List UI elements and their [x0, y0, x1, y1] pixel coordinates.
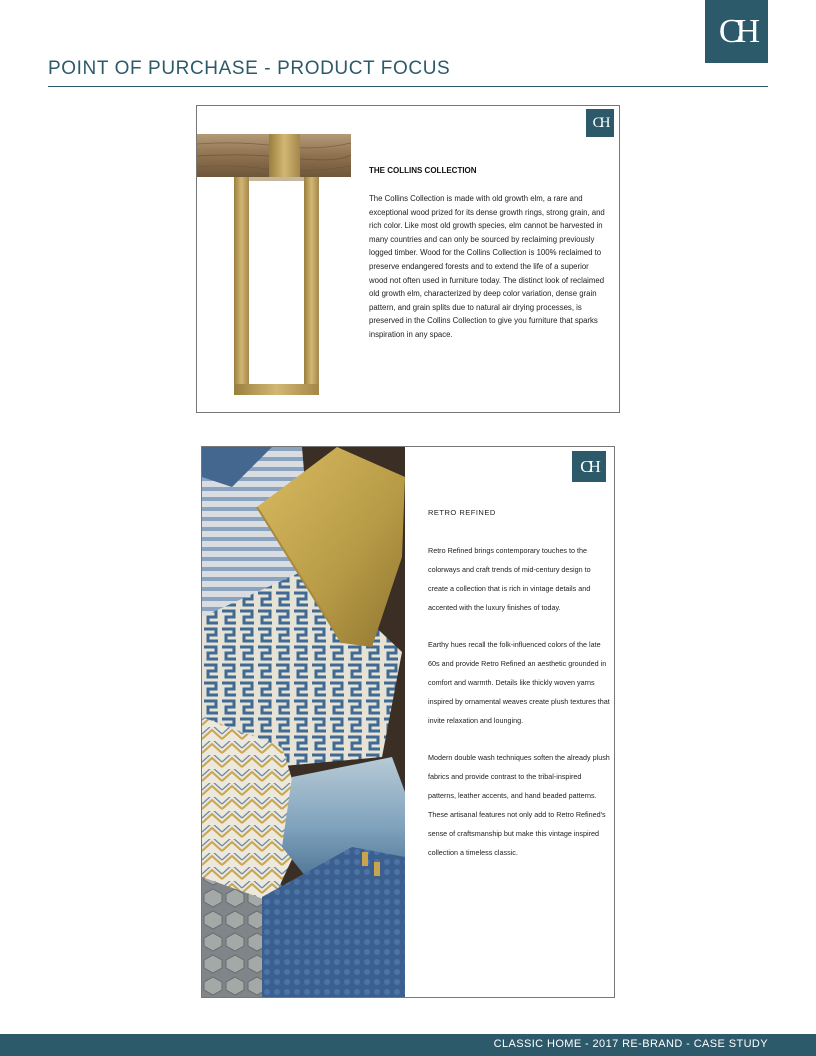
retro-description	[428, 541, 610, 880]
retro-title: RETRO REFINED	[428, 508, 496, 517]
title-divider	[48, 86, 768, 87]
retro-logo: CH	[572, 451, 606, 482]
retro-paragraph: Retro Refined brings contemporary touches to the colorways and craft trends of mid-century design to create a collection that is rich in vintage details and accented with the luxury finishes of today.	[428, 546, 591, 612]
footer-text: CLASSIC HOME - 2017 RE-BRAND - CASE STUDY	[493, 1038, 768, 1050]
collins-description: The Collins Collection is made with old growth elm, a rare and exceptional wood prized for its dense growth rings, strong grain, and rich color. Like most old growth species, elm cannot be harvested in many countries and can only be sourced by reclaiming previously logged timber. Wood for the Collins Collection is 100% reclaimed to preserve endangered forests and to extend the life of a superior wood not often used in furniture today. The distinct look of reclaimed old growth elm, characterized by deep color variation, dense grain pattern, and grain splits due to natural air drying processes, is preserved in the Collins Collection to give you furniture that sparks inspiration in any space.	[369, 194, 605, 339]
collins-table-image	[197, 106, 357, 412]
brand-logo: CH	[705, 0, 768, 63]
collins-title: THE COLLINS COLLECTION	[369, 166, 477, 175]
retro-paragraph: Modern double wash techniques soften the already plush fabrics and provide contrast to the tribal-inspired patterns, leather accents, and hand beaded patterns. These artisanal features not only add to Retro Refined's sense of craftsmanship but make this vintage inspired collection a timeless classic.	[428, 753, 610, 857]
footer-bar	[0, 1034, 816, 1056]
retro-pillows-image	[202, 447, 405, 997]
retro-refined-card	[201, 446, 615, 998]
page-title: POINT OF PURCHASE - PRODUCT FOCUS	[48, 58, 451, 79]
collins-logo: CH	[586, 109, 614, 137]
collins-collection-card	[196, 105, 620, 413]
retro-paragraph: Earthy hues recall the folk-influenced colors of the late 60s and provide Retro Refined an aesthetic grounded in comfort and warmth. Details like thickly woven yarns inspired by ornamental weaves create plush textures that invite relaxation and lounging.	[428, 640, 610, 725]
